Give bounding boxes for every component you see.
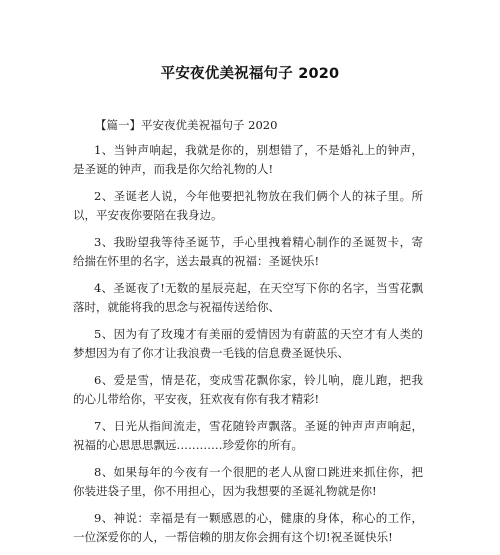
paragraph-3: 3、我盼望我等待圣诞节，手心里拽着精心制作的圣诞贺卡，寄给揣在怀里的名字，送去最真的祝福：圣诞快乐! bbox=[73, 235, 423, 268]
paragraph-list bbox=[73, 141, 423, 555]
paragraph-2: 2、圣诞老人说，今年他要把礼物放在我们俩个人的袜子里。所以，平安夜你要陪在我身边。 bbox=[73, 189, 423, 222]
paragraph-9: 9、神说：幸福是有一颗感恩的心，健康的身体，称心的工作，一位深爱你的人，一帮信赖的朋友你会拥有这个切!祝圣诞快乐! bbox=[73, 511, 423, 544]
document-title: 平安夜优美祝福句子 2020 bbox=[160, 66, 340, 82]
paragraph-5: 5、因为有了玫瑰才有美丽的爱情因为有蔚蓝的天空才有人类的梦想因为有了你才让我浪费一毛钱的信息费圣诞快乐、 bbox=[73, 327, 423, 360]
paragraph-6: 6、爱是雪，情是花，变成雪花飘你家，铃儿响，鹿儿跑，把我的心儿带给你，平安夜，狂欢夜有你有我才精彩! bbox=[73, 373, 423, 406]
paragraph-1: 1、当钟声响起，我就是你的，别想错了，不是婚礼上的钟声，是圣诞的钟声，而我是你欠给礼物的人! bbox=[73, 143, 423, 176]
section-heading: 【篇一】平安夜优美祝福句子 2020 bbox=[95, 118, 278, 132]
paragraph-7: 7、日光从指间流走，雪花随铃声飘落。圣诞的钟声声声响起，祝福的心思思思飘远…………珍爱你的所有。 bbox=[73, 419, 423, 452]
paragraph-8: 8、如果每年的今夜有一个很肥的老人从窗口跳进来抓住你，把你装进袋子里，你不用担心，因为我想要的圣诞礼物就是你! bbox=[73, 465, 423, 498]
paragraph-4: 4、圣诞夜了!无数的星辰亮起，在天空写下你的名字，当雪花飘落时，就能将我的思念与祝福传送给你、 bbox=[73, 281, 423, 314]
